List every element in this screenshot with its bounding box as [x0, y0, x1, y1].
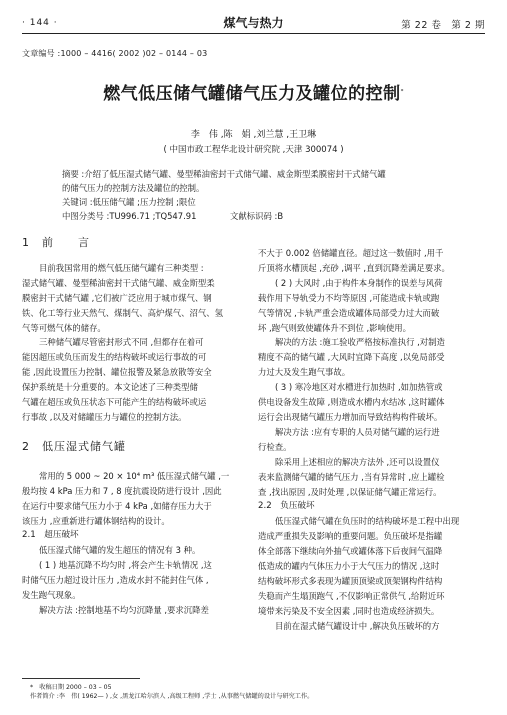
abstract-block	[62, 167, 467, 223]
left-column	[22, 236, 250, 618]
paragraph-line: 行检查。	[258, 441, 292, 452]
footnote-rule	[22, 678, 140, 679]
paragraph-line: 三种储气罐尽管密封形式不同 ,但都存在着可	[39, 337, 204, 348]
paragraph-line: 气等可燃气体的储存。	[22, 322, 106, 333]
paragraph-line: 保护系统是十分重要的。本文论述了三种类型储	[22, 382, 198, 393]
paper-title	[0, 79, 507, 104]
paragraph-line: 不大于 0.002 倍储罐直径。超过这一数值时 ,用千	[258, 248, 444, 258]
paragraph-line: 供电设备发生故障 ,则造成水槽内水结冰 ,这时罐体	[258, 397, 445, 408]
paragraph-line: 表来监测储气罐的储气压力 ,当有异常时 ,应上罐检	[258, 471, 445, 482]
paragraph-line: 目前我国常用的燃气低压储气罐有三种类型 :	[39, 262, 204, 273]
paragraph-line: 精度不高的储气罐 ,大风时宜降下高度 ,以免局部受	[258, 352, 445, 363]
paragraph-line: 能 ,因此设置压力控制、罐位报警及紧急放散等安全	[22, 367, 212, 378]
paragraph-line: 低造成的罐内气体压力小于大气压力的情况 ,这时	[258, 561, 440, 572]
article-number: 文章编号 :1000 – 4416( 2002 )02 – 0144 – 03	[22, 49, 208, 58]
paragraph-line: 斤顶将水槽顶起 ,充砂 ,调平 ,直到沉降差满足要求。	[258, 262, 450, 273]
paragraph-line: 解决方法 :控制地基不均匀沉降量 ,要求沉降差	[39, 604, 209, 615]
paragraph-line: 运行会出现储气罐压力增加而导致结构构件破坏。	[258, 411, 443, 422]
paragraph-line: 发生跑气现象。	[22, 590, 81, 601]
section-2-title: 2 低压湿式储气罐	[22, 439, 126, 453]
header-rule	[22, 33, 485, 34]
section-1-title: 1 前 言	[22, 236, 90, 249]
paragraph-line: 解决的方法 :施工验收严格按标准执行 ,对制造	[275, 337, 445, 348]
paragraph-line: 行事故 ,以及对储罐压力与罐位的控制方法。	[22, 411, 187, 422]
abstract-line: 摘要 :介绍了低压湿式储气罐、曼型稀油密封干式储气罐、威金斯型柔膜密封干式储气罐	[62, 169, 386, 179]
author-list: 李 伟 ,陈 娟 ,刘兰慧 ,王卫琳	[190, 130, 317, 140]
document-code: 文献标识码 :B	[230, 211, 284, 221]
paragraph-line: 低压湿式储气罐的发生超压的情况有 3 种。	[39, 545, 201, 556]
paragraph-line: 常用的 5 000 ~ 20 × 10⁴ m³ 低压湿式储气罐 ,一	[39, 470, 230, 481]
abstract-line: 的储气压力的控制方法及罐位的控制。	[62, 183, 205, 193]
paragraph-line: 能因超压或负压而发生的结构破坏或运行事故的可	[22, 352, 207, 363]
paragraph-line: 载作用下导轨受力不均等原因 ,可能造成卡轨或跑	[258, 292, 440, 303]
subsection-2-1-title: 2.1 超压破坏	[22, 530, 79, 541]
subsection-2-2-title: 2.2 负压破坏	[258, 501, 315, 512]
paragraph-line: 湿式储气罐、曼型稀油密封干式储气罐、威金斯型柔	[22, 277, 215, 288]
paragraph-line: ( 3 ) 寒冷地区对水槽进行加热时 ,如加热管或	[275, 382, 443, 393]
paragraph-line: 力过大及发生跑气事故。	[258, 367, 351, 378]
affiliation: ( 中国市政工程华北设计研究院 ,天津 300074 )	[163, 145, 344, 155]
paragraph-line: 目前在湿式储气罐设计中 ,解决负压破坏的方	[275, 620, 440, 631]
title-footnote-mark: *	[400, 88, 404, 95]
footnote-received: * 收稿日期 2000 – 03 – 05	[30, 684, 112, 691]
paragraph-line: 坏 ,跑气则致使罐体升不到位 ,影响使用。	[258, 322, 412, 333]
paragraph-line: 气等情况 ,卡轨严重会造成罐体局部受力过大而破	[258, 307, 440, 318]
paragraph-line: 该压力 ,应重新进行罐体钢结构的设计。	[22, 515, 170, 526]
paragraph-line: 般均按 4 kPa 压力和 7 , 8 度抗震设防进行设计 ,因此	[22, 485, 222, 496]
paragraph-line: 查 ,找出原因 ,及时处理 ,以保证储气罐正常运行。	[258, 486, 442, 497]
paragraph-line: 膜密封干式储气罐 ,它们被广泛应用于城市煤气、钢	[22, 292, 212, 303]
classification-row	[62, 209, 467, 223]
paragraph-line: 解决方法 :应有专职的人员对储气罐的运行进	[275, 426, 440, 437]
paragraph-line: 除采用上述相应的解决方法外 ,还可以设置仪	[275, 456, 440, 467]
keywords: 关键词 :低压储气罐 ;压力控制 ;限位	[62, 197, 196, 207]
paragraph-line: 境带来污染及不安全因素 ,同时也造成经济损失。	[258, 605, 440, 616]
paper-title-text: 燃气低压储气罐储气压力及罐位的控制	[103, 84, 401, 104]
paragraph-line: 失稳而产生塌顶跑气 ,不仅影响正常供气 ,给附近环	[258, 590, 445, 601]
paragraph-line: 气罐在超压或负压状态下可能产生的结构破坏或运	[22, 397, 207, 408]
footnote-author-intro: 作者简介 :李 伟( 1962— ) ,女 ,黑龙江哈尔滨人 ,高级工程师 ,学士 ,从事燃气储罐的设计与研究工作。	[30, 693, 314, 700]
paragraph-line: 铁、化工等行业天然气、煤制气、高炉煤气、沼气、氢	[22, 307, 223, 318]
paragraph-line: 结构破坏形式多表现为罐顶顶梁或顶架钢构件结构	[258, 575, 443, 586]
paragraph-line: 造成严重损失及影响的重要问题。负压破坏是指罐	[258, 531, 443, 542]
clc-number: 中图分类号 :TU996.71 ;TQ547.91	[62, 211, 197, 221]
paragraph-line: ( 1 ) 地基沉降不均匀时 ,将会产生卡轨情况 ,这	[39, 560, 212, 571]
paragraph-line: 在运行中要求储气压力小于 4 kPa ,如储存压力大于	[22, 500, 212, 511]
page-number: · 144 ·	[22, 18, 58, 28]
paragraph-line: ( 2 ) 大风时 ,由于构件本身制作的误差与风荷	[275, 277, 443, 288]
volume-issue: 第 22 卷 第 2 期	[401, 20, 485, 31]
paragraph-line: 低压湿式储气罐在负压时的结构破坏是工程中出现	[275, 516, 460, 527]
right-column	[258, 246, 486, 634]
paragraph-line: 体全部落下继续向外抽气或罐体落下后夜间气温降	[258, 546, 443, 557]
paragraph-line: 时储气压力超过设计压力 ,造成水封不能封住气体 ,	[22, 575, 209, 586]
journal-name: 煤气与热力	[223, 16, 284, 30]
